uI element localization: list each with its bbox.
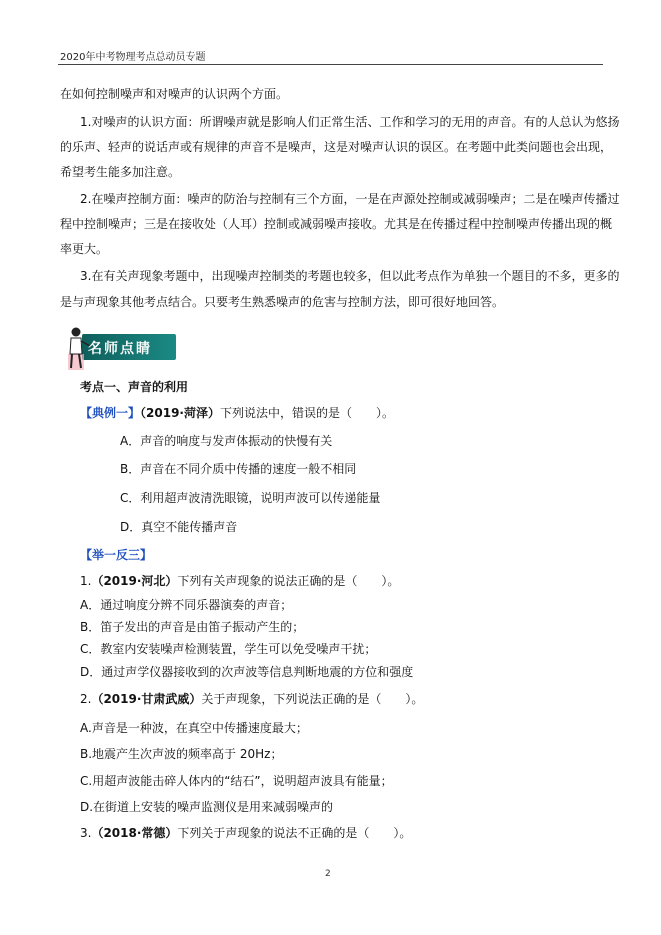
example-option-d: D．真空不能传播声音 <box>120 520 238 534</box>
question-1-option-c: C．教室内安装噪声检测装置，学生可以免受噪声干扰； <box>80 642 377 656</box>
page-header: 2020年中考物理考点总动员专题 <box>60 52 206 63</box>
example-option-b: B．声音在不同介质中传播的速度一般不相同 <box>120 462 357 476</box>
header-divider <box>58 64 603 65</box>
question-1-stem <box>80 575 399 587</box>
question-2-option-b: B.地震产生次声波的频率高于 20Hz； <box>80 747 283 761</box>
question-text: 下列有关声现象的说法正确的是（ ）。 <box>177 574 400 588</box>
question-1-option-a: A．通过响度分辨不同乐器演奏的声音； <box>80 598 293 612</box>
paragraph-2-line: 2.在噪声控制方面：噪声的防治与控制有三个方面，一是在声源处控制或减弱噪声；二是在噪声传播过 <box>80 192 620 206</box>
paragraph-2-line: 程中控制噪声；三是在接收处（人耳）控制或减弱噪声接收。尤其是在传播过程中控制噪声传播出现的概 <box>60 217 613 231</box>
paragraph-3-line: 是与声现象其他考点结合。只要考生熟悉噪声的危害与控制方法，即可很好地回答。 <box>60 295 505 309</box>
question-number: 1. <box>80 574 92 588</box>
page-number: 2 <box>325 869 331 879</box>
question-text: 下列关于声现象的说法不正确的是（ ）。 <box>177 826 412 840</box>
example-option-a: A．声音的响度与发声体振动的快慢有关 <box>120 434 333 448</box>
intro-line: 在如何控制噪声和对噪声的认识两个方面。 <box>60 87 289 101</box>
paragraph-1-line: 1.对噪声的认识方面：所谓噪声就是影响人们正常生活、工作和学习的无用的声音。有的人总认为悠扬 <box>80 115 620 129</box>
question-3-stem <box>80 827 411 839</box>
question-number: 3. <box>80 826 92 840</box>
example-source: （2019·菏泽） <box>140 406 220 420</box>
question-source: （2019·河北） <box>91 574 178 588</box>
paragraph-3-line: 3.在有关声现象考题中，出现噪声控制类的考题也较多，但以此考点作为单独一个题目的不多，更多的 <box>80 269 620 283</box>
example-tag: 【典例一】 <box>80 406 141 420</box>
paragraph-1-line: 的乐声、轻声的说话声或有规律的声音不是噪声，这是对噪声认识的误区。在考题中此类问题也会出现， <box>60 140 613 154</box>
question-text: 关于声现象，下列说法正确的是（ ）。 <box>201 692 424 706</box>
practice-tag: 【举一反三】 <box>80 548 153 562</box>
question-2-option-d: D.在街道上安装的噪声监测仪是用来减弱噪声的 <box>80 800 334 814</box>
question-1-option-b: B．笛子发出的声音是由笛子振动产生的； <box>80 620 305 634</box>
question-number: 2. <box>80 692 92 706</box>
question-2-option-a: A.声音是一种波，在真空中传播速度最大； <box>80 721 308 735</box>
question-2-stem <box>80 693 423 705</box>
question-source: （2019·甘肃武威） <box>91 692 202 706</box>
example-question: 下列说法中，错误的是（ ）。 <box>219 406 394 420</box>
paragraph-1-line: 希望考生能多加注意。 <box>60 165 181 179</box>
question-2-option-c: C.用超声波能击碎人体内的“结石”，说明超声波具有能量； <box>80 774 393 788</box>
banner-label: 名师点睛 <box>88 341 152 357</box>
paragraph-2-line: 率更大。 <box>60 242 109 256</box>
example-1-stem <box>80 407 394 419</box>
example-option-c: C．利用超声波清洗眼镜，说明声波可以传递能量 <box>120 491 381 505</box>
section-title: 考点一、声音的利用 <box>80 380 189 394</box>
question-source: （2018·常德） <box>91 826 178 840</box>
question-1-option-d: D．通过声学仪器接收到的次声波等信息判断地震的方位和强度 <box>80 665 414 679</box>
